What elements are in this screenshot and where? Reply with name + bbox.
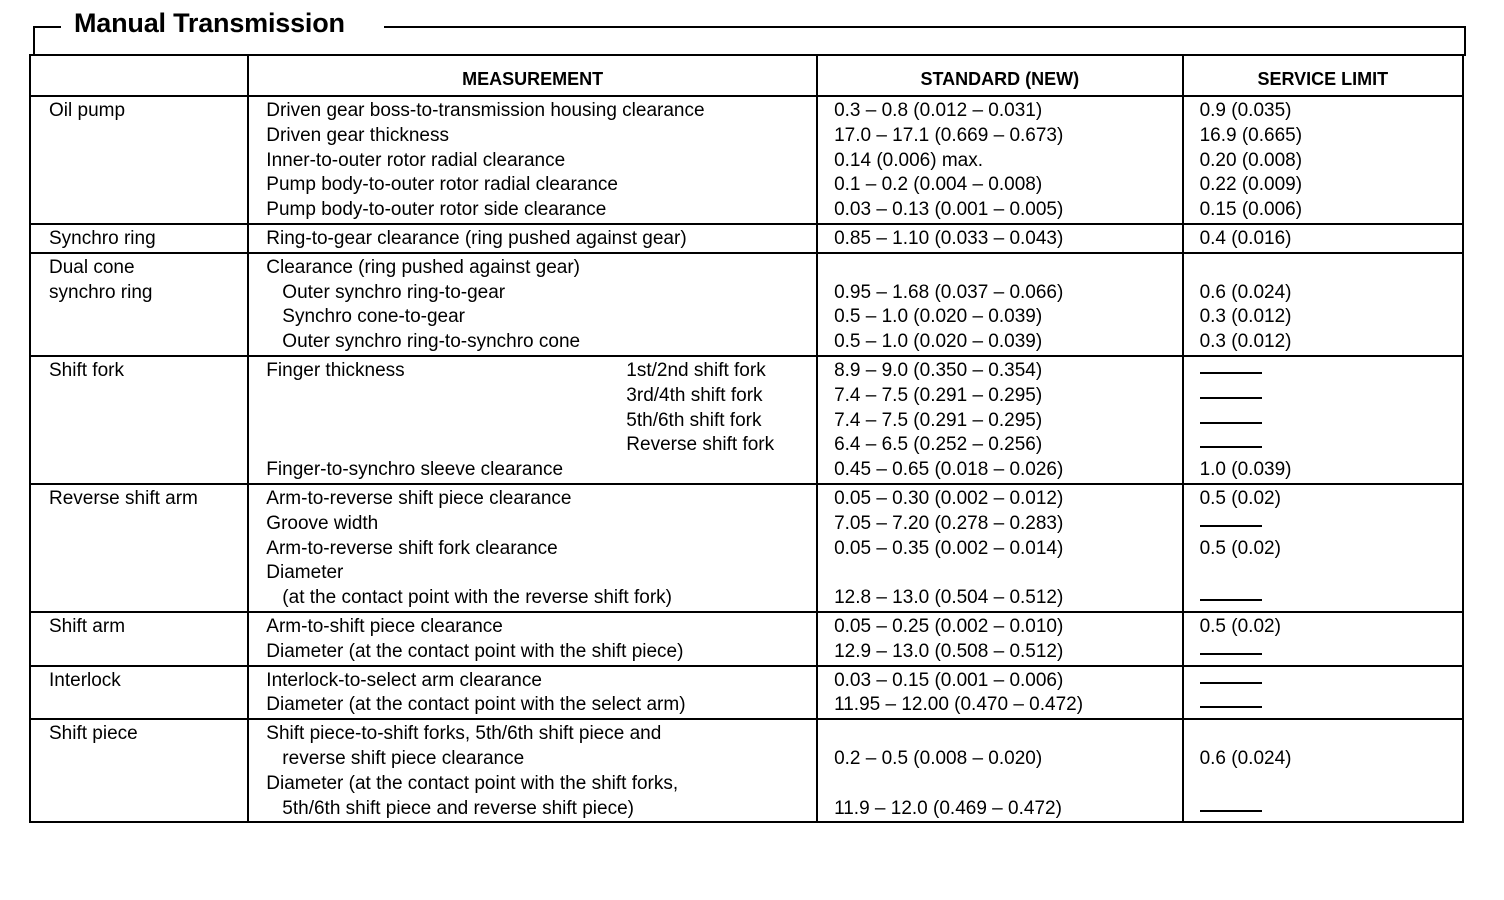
- standard-value: [834, 722, 1182, 747]
- category-label: Interlock: [49, 669, 121, 691]
- service-limit-value: 0.5 (0.02): [1199, 615, 1281, 637]
- measurement-text: Diameter (at the contact point with the select arm): [266, 694, 686, 716]
- standard-value: 0.45 – 0.65 (0.018 – 0.026): [834, 459, 1064, 481]
- standard-value: 0.05 – 0.25 (0.002 – 0.010): [834, 615, 1064, 637]
- measurement-cell: [248, 719, 817, 822]
- measurement-text: Synchro cone-to-gear: [282, 306, 466, 328]
- category-label: Shift piece: [49, 723, 138, 745]
- standard-cell: [817, 96, 1183, 224]
- service-limit-value: 0.4 (0.016): [1199, 227, 1292, 249]
- header-standard: STANDARD (NEW): [817, 55, 1183, 96]
- category-label: Dual cone: [49, 256, 135, 278]
- standard-value: 0.2 – 0.5 (0.008 – 0.020): [834, 747, 1043, 769]
- standard-cell: [817, 484, 1183, 612]
- measurement-text: Pump body-to-outer rotor side clearance: [266, 199, 607, 221]
- measurement-cell: [248, 484, 817, 612]
- category-label: Synchro ring: [49, 227, 156, 249]
- category-label: Shift arm: [49, 615, 126, 637]
- measurement-subitem: 5th/6th shift fork: [626, 409, 762, 431]
- service-limit-value: 0.15 (0.006): [1199, 199, 1303, 221]
- standard-cell: [817, 666, 1183, 720]
- header-service-limit: SERVICE LIMIT: [1183, 55, 1463, 96]
- standard-value: 7.05 – 7.20 (0.278 – 0.283): [834, 512, 1064, 534]
- category-label: Oil pump: [49, 100, 126, 121]
- standard-value: 7.4 – 7.5 (0.291 – 0.295): [834, 409, 1043, 431]
- measurement-cell: [248, 224, 817, 253]
- standard-cell: [817, 612, 1183, 666]
- dash-rule: [1200, 446, 1262, 448]
- service-limit-value: 0.3 (0.012): [1199, 306, 1292, 328]
- category-cell: [30, 253, 248, 356]
- dash-rule: [1200, 810, 1262, 812]
- service-limit-cell: [1183, 666, 1463, 720]
- service-limit-dash: [1200, 586, 1462, 611]
- measurement-cell: [248, 612, 817, 666]
- service-limit-dash: [1200, 512, 1462, 537]
- frame-corner-right: [1464, 26, 1466, 56]
- measurement-text: Diameter (at the contact point with the shift piece): [266, 640, 684, 662]
- measurement-text: Finger thickness: [266, 359, 405, 381]
- category-label: synchro ring: [49, 281, 153, 303]
- measurement-text: Arm-to-reverse shift piece clearance: [266, 487, 572, 509]
- standard-cell: [817, 224, 1183, 253]
- measurement-text: Arm-to-shift piece clearance: [266, 615, 503, 637]
- table-row: [30, 719, 1463, 822]
- measurement-text: Inner-to-outer rotor radial clearance: [266, 149, 566, 171]
- service-limit-value: 16.9 (0.665): [1199, 124, 1303, 146]
- measurement-text: Diameter: [266, 562, 344, 584]
- standard-value: 12.9 – 13.0 (0.508 – 0.512): [834, 640, 1064, 662]
- service-limit-value: 0.6 (0.024): [1199, 281, 1292, 303]
- service-limit-value: 0.6 (0.024): [1199, 747, 1292, 769]
- measurement-text: Outer synchro ring-to-gear: [282, 281, 506, 303]
- standard-value: 0.03 – 0.13 (0.001 – 0.005): [834, 199, 1064, 221]
- measurement-text: Finger-to-synchro sleeve clearance: [266, 459, 564, 481]
- service-limit-dash: [1200, 409, 1462, 434]
- service-limit-cell: [1183, 356, 1463, 484]
- standard-value: 0.3 – 0.8 (0.012 – 0.031): [834, 100, 1043, 121]
- measurement-cell: [248, 96, 817, 224]
- standard-value: 11.9 – 12.0 (0.469 – 0.472): [834, 797, 1062, 819]
- standard-value: 0.95 – 1.68 (0.037 – 0.066): [834, 281, 1064, 303]
- measurement-cell: [248, 356, 817, 484]
- table-row: [30, 356, 1463, 484]
- service-limit-value: 0.5 (0.02): [1199, 487, 1281, 509]
- standard-cell: [817, 356, 1183, 484]
- category-label: Reverse shift arm: [49, 487, 198, 509]
- category-cell: [30, 484, 248, 612]
- measurement-text: [266, 409, 626, 434]
- service-limit-value: 0.3 (0.012): [1199, 331, 1292, 353]
- standard-value: 0.03 – 0.15 (0.001 – 0.006): [834, 669, 1064, 691]
- measurement-text: [266, 384, 626, 409]
- measurement-text: 5th/6th shift piece and reverse shift piece): [282, 797, 634, 819]
- service-limit-value: [1200, 256, 1462, 281]
- table-row: [30, 612, 1463, 666]
- standard-value: 0.1 – 0.2 (0.004 – 0.008): [834, 174, 1043, 196]
- measurement-subitem: Reverse shift fork: [626, 434, 775, 456]
- frame-corner-left: [33, 26, 35, 56]
- service-limit-value: 1.0 (0.039): [1199, 459, 1292, 481]
- dash-rule: [1200, 599, 1262, 601]
- standard-value: 0.05 – 0.30 (0.002 – 0.012): [834, 487, 1064, 509]
- service-limit-dash: [1200, 640, 1462, 665]
- measurement-text: Shift piece-to-shift forks, 5th/6th shift piece and: [266, 723, 662, 745]
- dash-rule: [1200, 525, 1262, 527]
- dash-rule: [1200, 397, 1262, 399]
- service-limit-dash: [1200, 797, 1462, 822]
- measurement-text: Diameter (at the contact point with the shift forks,: [266, 772, 679, 794]
- standard-value: 0.14 (0.006) max.: [834, 149, 983, 171]
- standard-cell: [817, 719, 1183, 822]
- standard-value: [834, 256, 1182, 281]
- service-limit-value: [1200, 561, 1462, 586]
- measurement-text: Ring-to-gear clearance (ring pushed against gear): [266, 227, 687, 249]
- standard-value: 0.85 – 1.10 (0.033 – 0.043): [834, 227, 1064, 249]
- service-limit-value: 0.9 (0.035): [1199, 100, 1292, 121]
- category-cell: [30, 96, 248, 224]
- service-limit-value: 0.5 (0.02): [1199, 537, 1281, 559]
- dash-rule: [1200, 682, 1262, 684]
- category-cell: [30, 719, 248, 822]
- standard-value: 0.05 – 0.35 (0.002 – 0.014): [834, 537, 1064, 559]
- dash-rule: [1200, 422, 1262, 424]
- table-row: [30, 253, 1463, 356]
- measurement-text: Driven gear thickness: [266, 124, 449, 146]
- standard-value: 17.0 – 17.1 (0.669 – 0.673): [834, 124, 1064, 146]
- category-cell: [30, 224, 248, 253]
- table-row: [30, 666, 1463, 720]
- category-cell: [30, 666, 248, 720]
- standard-value: 0.5 – 1.0 (0.020 – 0.039): [834, 331, 1043, 353]
- measurement-cell: [248, 666, 817, 720]
- measurement-text: Arm-to-reverse shift fork clearance: [266, 537, 558, 559]
- dash-rule: [1200, 706, 1262, 708]
- service-limit-cell: [1183, 612, 1463, 666]
- standard-value: 8.9 – 9.0 (0.350 – 0.354): [834, 359, 1043, 381]
- table-row: [30, 96, 1463, 224]
- measurement-cell: [248, 253, 817, 356]
- measurement-text: (at the contact point with the reverse shift fork): [282, 587, 672, 609]
- table-header-row: [30, 55, 1463, 96]
- frame-top-left-rule: [33, 26, 61, 28]
- service-limit-cell: [1183, 484, 1463, 612]
- measurement-text: Groove width: [266, 512, 379, 534]
- standard-value: [834, 561, 1182, 586]
- dash-rule: [1200, 372, 1262, 374]
- standard-value: [834, 772, 1182, 797]
- service-limit-dash: [1200, 359, 1462, 384]
- header-category: [30, 55, 248, 96]
- service-limit-dash: [1200, 669, 1462, 694]
- dash-rule: [1200, 653, 1262, 655]
- category-cell: [30, 612, 248, 666]
- measurement-text: Pump body-to-outer rotor radial clearance: [266, 174, 618, 196]
- standard-value: 6.4 – 6.5 (0.252 – 0.256): [834, 434, 1043, 456]
- measurement-text: [266, 433, 626, 458]
- header-measurement: MEASUREMENT: [248, 55, 817, 96]
- service-limit-cell: [1183, 224, 1463, 253]
- measurement-text: Outer synchro ring-to-synchro cone: [282, 331, 581, 353]
- category-label: Shift fork: [49, 359, 124, 381]
- service-limit-dash: [1200, 384, 1462, 409]
- standard-value: 12.8 – 13.0 (0.504 – 0.512): [834, 587, 1064, 609]
- table-row: [30, 484, 1463, 612]
- standard-value: 11.95 – 12.00 (0.470 – 0.472): [834, 694, 1084, 716]
- category-cell: [30, 356, 248, 484]
- service-limit-value: [1200, 722, 1462, 747]
- measurement-subitem: 3rd/4th shift fork: [626, 384, 763, 406]
- service-limit-value: 0.20 (0.008): [1199, 149, 1303, 171]
- standard-value: 0.5 – 1.0 (0.020 – 0.039): [834, 306, 1043, 328]
- standard-value: 7.4 – 7.5 (0.291 – 0.295): [834, 384, 1043, 406]
- service-limit-dash: [1200, 693, 1462, 718]
- table-row: [30, 224, 1463, 253]
- frame-top-right-rule: [384, 26, 1466, 28]
- measurement-text: reverse shift piece clearance: [282, 747, 525, 769]
- page-title: Manual Transmission: [74, 8, 345, 38]
- service-limit-value: 0.22 (0.009): [1199, 174, 1303, 196]
- service-limit-cell: [1183, 253, 1463, 356]
- spec-table: [29, 54, 1464, 823]
- service-limit-value: [1200, 772, 1462, 797]
- measurement-text: Interlock-to-select arm clearance: [266, 669, 542, 691]
- service-limit-dash: [1200, 433, 1462, 458]
- measurement-text: Driven gear boss-to-transmission housing clearance: [266, 100, 705, 121]
- measurement-subitem: 1st/2nd shift fork: [626, 359, 766, 381]
- measurement-text: Clearance (ring pushed against gear): [266, 256, 580, 278]
- service-limit-cell: [1183, 719, 1463, 822]
- standard-cell: [817, 253, 1183, 356]
- service-limit-cell: [1183, 96, 1463, 224]
